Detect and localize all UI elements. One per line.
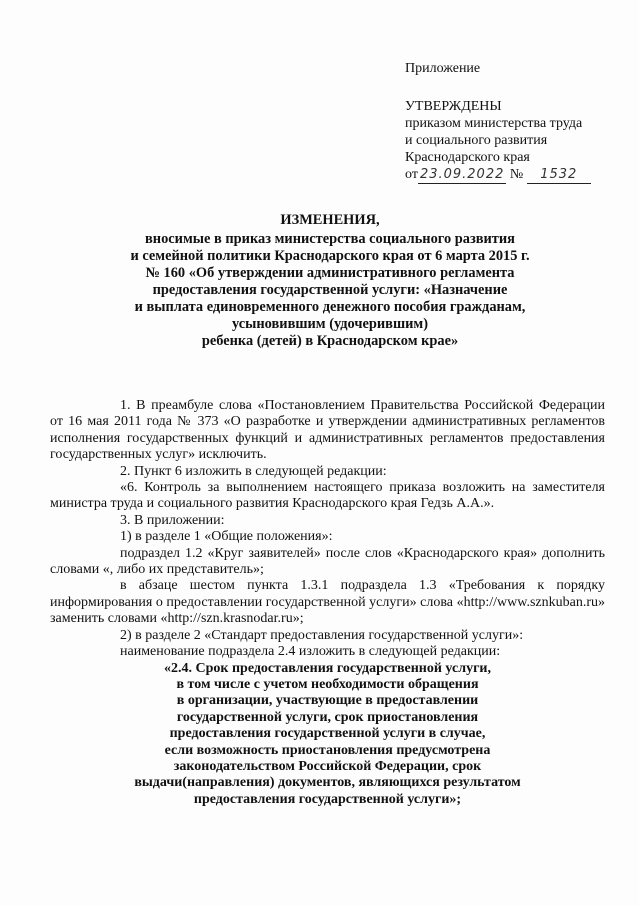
document-heading: ИЗМЕНЕНИЯ,: [280, 212, 380, 228]
approval-line: и социального развития: [405, 133, 548, 148]
title-line: № 160 «Об утверждении административного регламента: [145, 265, 515, 281]
document-body: [50, 398, 605, 808]
body-paragraph: 1. В преамбуле слова «Постановлением Правительства Российской Федерации от 16 мая 2011 года № 373 «О разработке и утверждении административных регламентов исполнения государственных функций и административных регламентов предоставления государственных услуг» исключить.: [50, 398, 605, 463]
quote-line: выдачи(направления) документов, являющихся результатом: [134, 775, 521, 791]
body-paragraph: в абзаце шестом пункта 1.3.1 подраздела 1.3 «Требования к порядку информирования о предоставлении государственной услуги» слова «http://www.sznkuban.ru» заменить словами «http://szn.krasnodar.ru»;: [50, 578, 605, 627]
quote-line: в том числе с учетом необходимости обращения: [176, 676, 479, 692]
title-line: усыновившим (удочерившим): [232, 316, 428, 332]
quote-line: если возможность приостановления предусмотрена: [164, 742, 491, 758]
title-line: предоставления государственной услуги: «Назначение: [152, 282, 508, 298]
title-line: ребенка (детей) в Краснодарском крае»: [201, 333, 459, 349]
date-prefix: от: [405, 167, 418, 182]
approval-line: приказом министерства труда: [405, 116, 583, 131]
body-paragraph: 2) в разделе 2 «Стандарт предоставления государственной услуги»:: [120, 627, 524, 643]
document-title-block: [40, 212, 620, 350]
quote-line: законодательством Российской Федерации, срок: [173, 758, 482, 774]
body-paragraph: «6. Контроль за выполнением настоящего приказа возложить на заместителя министра труда и социального развития Краснодарского края Гедзь А.А.».: [50, 480, 605, 512]
quote-line: предоставления государственной услуги»;: [193, 791, 462, 807]
quote-line: государственной услуги, срок приостановления: [176, 709, 479, 725]
approval-line: Краснодарского края: [405, 150, 530, 165]
order-date-number: [405, 166, 630, 184]
handwritten-number: 1532: [540, 167, 578, 182]
title-line: и семейной политики Краснодарского края от 6 марта 2015 г.: [130, 248, 530, 264]
quote-line: предоставления государственной услуги в случае,: [169, 726, 486, 742]
quoted-subsection-title: [50, 661, 605, 809]
appendix-label: Приложение: [405, 61, 481, 76]
body-paragraph: 3. В приложении:: [120, 512, 225, 528]
body-paragraph: 2. Пункт 6 изложить в следующей редакции:: [120, 463, 387, 479]
body-paragraph: наименование подраздела 2.4 изложить в следующей редакции:: [120, 644, 501, 660]
title-line: вносимые в приказ министерства социального развития: [145, 231, 515, 247]
title-line: и выплата единовременного денежного пособия гражданам,: [134, 299, 526, 315]
quote-line: «2.4. Срок предоставления государственной услуги,: [164, 660, 491, 676]
approved-heading: УТВЕРЖДЕНЫ: [405, 99, 502, 114]
handwritten-date: 23.09.2022: [419, 167, 505, 182]
quote-line: в организации, участвующие в предоставлении: [176, 693, 479, 709]
body-paragraph: подраздел 1.2 «Круг заявителей» после слов «Краснодарского края» дополнить словами «, либо их представитель»;: [50, 545, 605, 578]
body-paragraph: 1) в разделе 1 «Общие положения»:: [120, 529, 333, 545]
approval-stamp-block: [405, 60, 630, 184]
number-prefix: №: [509, 167, 524, 182]
